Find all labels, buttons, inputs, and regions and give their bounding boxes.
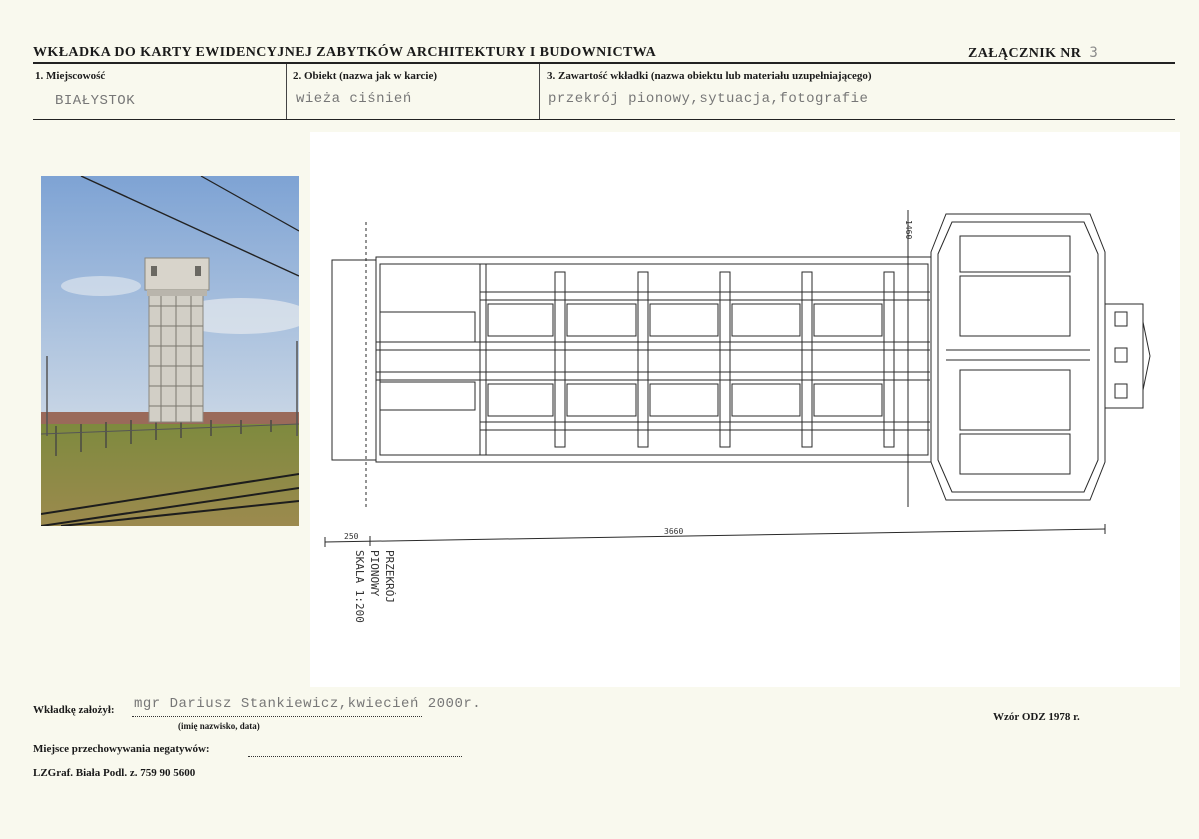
dim-left-text: 250 (344, 532, 359, 541)
contents-label: 3. Zawartość wkładki (nazwa obiektu lub materiału uzupełniającego) (547, 70, 872, 82)
locality-label: 1. Miejscowość (35, 70, 106, 82)
printer-info: LZGraf. Biała Podl. z. 759 90 5600 (33, 767, 196, 779)
field-divider-2 (539, 64, 540, 120)
form-version: Wzór ODZ 1978 r. (993, 711, 1080, 723)
field-divider-1 (286, 64, 287, 120)
author-dotline (132, 716, 422, 717)
fields-bottom-rule (33, 119, 1175, 120)
author-label: Wkładkę założył: (33, 704, 115, 716)
annex-label-text: ZAŁĄCZNIK NR (968, 46, 1082, 61)
annex-label (968, 45, 1098, 62)
section-drawing-image (310, 132, 1180, 687)
contents-value: przekrój pionowy,sytuacja,fotografie (548, 91, 869, 107)
caption-line-3: SKALA 1:200 (353, 550, 366, 623)
caption-line-2: PIONOWY (368, 550, 381, 597)
form-title: WKŁADKA DO KARTY EWIDENCYJNEJ ZABYTKÓW ARCHITEKTURY I BUDOWNICTWA (33, 45, 657, 60)
locality-value: BIAŁYSTOK (55, 93, 136, 109)
photo-image (41, 176, 299, 526)
author-value: mgr Dariusz Stankiewicz,kwiecień 2000r. (134, 696, 482, 712)
negatives-label: Miejsce przechowywania negatywów: (33, 743, 210, 755)
author-hint: (imię nazwisko, data) (178, 721, 260, 731)
header-rule (33, 62, 1175, 64)
caption-line-1: PRZEKRÓJ (383, 550, 396, 603)
vertical-section-drawing (310, 132, 1180, 687)
dim-main-text: 3660 (664, 527, 684, 536)
annex-number: 3 (1089, 45, 1099, 61)
dim-height-text: 1460 (904, 220, 913, 240)
negatives-dotline (248, 756, 462, 757)
object-label: 2. Obiekt (nazwa jak w karcie) (293, 70, 438, 82)
object-value: wieża ciśnień (296, 91, 412, 107)
water-tower-photo (41, 176, 299, 526)
